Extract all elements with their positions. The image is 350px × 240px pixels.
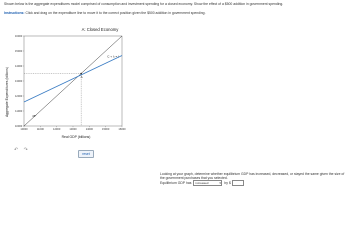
- x-tick-label: 15000: [102, 128, 110, 131]
- intro-text: Shown below is the aggregate expenditures model comprised of consumption and investment spending for a closed economy. Show the effect of a $500 addition in government spending.: [4, 2, 284, 6]
- chart-title: A: Closed Economy: [81, 27, 119, 32]
- y-tick-label: 10000: [14, 125, 23, 128]
- gdp-change-select[interactable]: [193, 180, 222, 186]
- expenditure-chart[interactable]: [0, 22, 175, 147]
- y-tick-label: 11000: [15, 110, 23, 113]
- gdp-change-selected: increased: [195, 181, 209, 185]
- angle-label: 45°: [32, 114, 37, 118]
- y-tick-label: 13000: [14, 80, 23, 83]
- toolbar: [14, 147, 32, 153]
- equilibrium-point-label: A: [80, 75, 83, 79]
- y-axis-label: Aggregate Expenditures (billions): [5, 67, 9, 117]
- y-tick-label: 16000: [14, 35, 23, 38]
- undo-icon[interactable]: ↶: [14, 147, 19, 153]
- expenditure-line[interactable]: [24, 56, 122, 103]
- plot-area: [15, 34, 126, 131]
- instructions: [4, 11, 348, 15]
- answer-row: [160, 180, 244, 186]
- by-label: by $: [224, 180, 231, 185]
- answer-prefix: Equilibrium GDP has: [160, 180, 192, 185]
- chevron-down-icon: ▾: [219, 181, 221, 185]
- x-axis-label: Real GDP (billions): [61, 135, 91, 139]
- instructions-label: Instructions:: [4, 11, 25, 15]
- instructions-text: Click and drag on the expenditure line to move it to the correct position given the $500 addition in government spending.: [25, 11, 206, 15]
- expenditure-line-label: C + Iₓ = I: [107, 54, 119, 59]
- amount-input[interactable]: [232, 180, 244, 186]
- x-tick-label: 10000: [20, 128, 28, 131]
- x-tick-label: 11000: [36, 128, 44, 131]
- forty-five-degree-line: [24, 36, 122, 126]
- x-tick-label: 13000: [69, 128, 77, 131]
- x-tick-label: 16000: [118, 128, 126, 131]
- question-text: Looking at your graph, determine whether equilibrium GDP has increased, decreased, or stayed the same given the size of the government purchases that you selected.: [160, 172, 345, 181]
- y-tick-label: 15000: [14, 50, 23, 53]
- y-tick-label: 14000: [14, 65, 23, 68]
- redo-icon[interactable]: ↷: [23, 147, 28, 153]
- x-tick-label: 14000: [85, 128, 93, 131]
- y-tick-label: 12000: [14, 95, 23, 98]
- x-tick-label: 12000: [53, 128, 61, 131]
- reset-button[interactable]: reset: [78, 150, 94, 158]
